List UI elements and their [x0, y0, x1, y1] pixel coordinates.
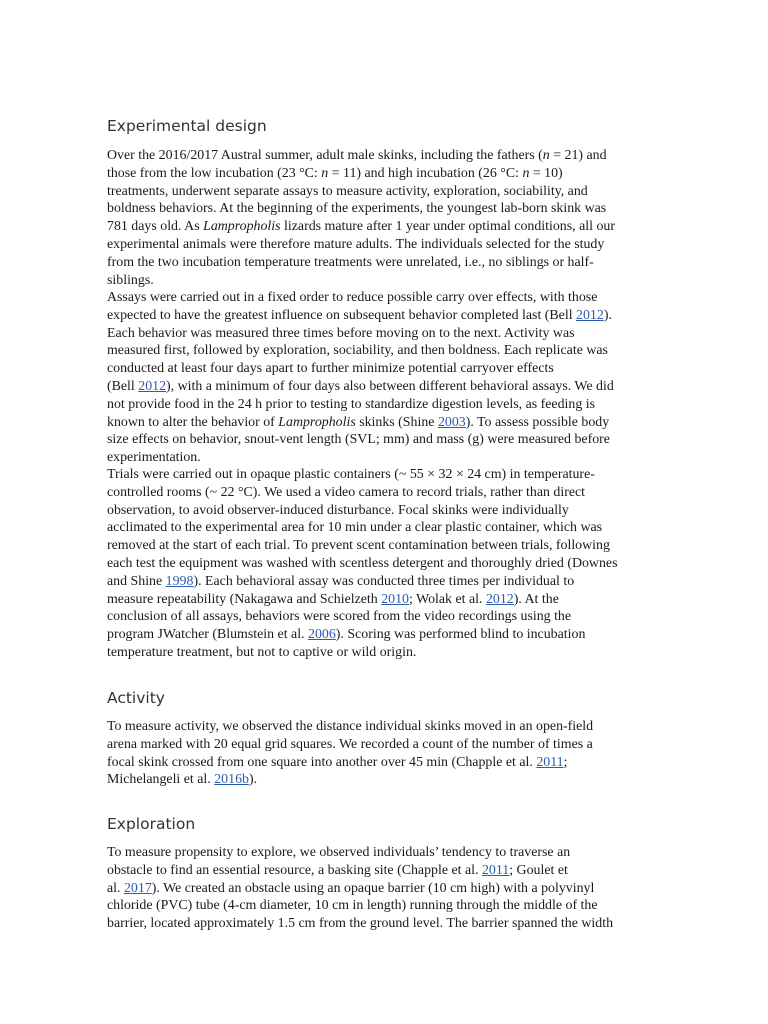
citation-link-chapple-2011[interactable]: 2011	[481, 862, 510, 878]
paragraph-activity: To measure activity, we observed the distance individual skinks moved in an open-field arena marked with 20 equal grid squares. We recorded a count of the number of times a focal skink crossed from one square into another over 45 min (Chapple et al. 2011; Michelangeli et al. 2016b).	[107, 719, 594, 788]
section-heading-activity: Activity	[107, 689, 165, 707]
citation-link-chapple-2011[interactable]: 2011	[536, 754, 564, 770]
paragraph-exploration: To measure propensity to explore, we observed individuals’ tendency to traverse an obstacle to find an essential resource, a basking site (Chapple et al. 2011; Goulet et al. 2017). We created an obstacle using an opaque barrier (10 cm high) with a polyvinyl chloride (PVC) tube (4-cm diameter, 10 cm in length) running through the middle of the barrier, located approximately 1.5 cm from the ground level. The barrier spanned the width	[107, 845, 614, 932]
section-heading-exploration: Exploration	[107, 815, 196, 833]
citation-link-michelangeli-2016b[interactable]: 2016b	[214, 772, 249, 788]
paragraph-experimental-design-3: Trials were carried out in opaque plastic containers (~ 55 × 32 × 24 cm) in temperature- controlled rooms (~ 22 °C). We used a video camera to record trials, rather than direct observation, to avoid observer-induced disturbance. Focal skinks were individually acclimated to the experimental area for 10 min under a clear plastic container, which was removed at the start of each trial. To prevent scent contamination between trials, following each test the equipment was washed with scentless detergent and thoroughly dried (Downes and Shine 1998). Each behavioral assay was conducted three times per individual to measure repeatability (Nakagawa and Schielzeth 2010; Wolak et al. 2012). At the conclusion of all assays, behaviors were scored from the video recordings using the program JWatcher (Blumstein et al. 2006). Scoring was performed blind to incubation temperature treatment, but not to captive or wild origin.	[107, 467, 618, 660]
citation-link-goulet-2017[interactable]: 2017	[123, 880, 152, 896]
citation-link-wolak-2012[interactable]: 2012	[485, 591, 514, 607]
paragraph-experimental-design-2: Assays were carried out in a fixed order to reduce possible carry over effects, with those expected to have the greatest influence on subsequent behavior completed last (Bell 2012). Each behavior was measured three times before moving on to the next. Activity was measured first, followed by exploration, sociability, and then boldness. Each replicate was conducted at least four days apart to further minimize potential carryover effects (Bell 2012), with a minimum of four days also between different behavioral assays. We did not provide food in the 24 h prior to testing to standardize digestion levels, as feeding is known to alter the behavior of Lampropholis skinks (Shine 2003). To assess possible body size effects on behavior, snout-vent length (SVL; mm) and mass (g) were measured before experimentation.	[107, 290, 614, 466]
paragraph-experimental-design-1: Over the 2016/2017 Austral summer, adult male skinks, including the fathers (n = 21) and those from the low incubation (23 °C: n = 11) and high incubation (26 °C: n = 10) treatments, underwent separate assays to measure activity, exploration, sociability, and boldness behaviors. At the beginning of the experiments, the youngest lab-born skink was 781 days old. As Lampropholis lizards mature after 1 year under optimal conditions, all our experimental animals were therefore mature adults. The individuals selected for the study from the two incubation temperature treatments were unrelated, i.e., no siblings or half- siblings.	[107, 148, 615, 288]
citation-link-nakagawa-2010[interactable]: 2010	[381, 591, 409, 607]
citation-link-blumstein-2006[interactable]: 2006	[308, 627, 336, 643]
citation-link-shine-2003[interactable]: 2003	[437, 414, 466, 430]
citation-link-downes-shine-1998[interactable]: 1998	[165, 573, 194, 589]
citation-link-bell-2012[interactable]: 2012	[576, 307, 604, 323]
citation-link-bell-2012[interactable]: 2012	[138, 378, 167, 394]
section-heading-experimental-design: Experimental design	[107, 117, 267, 135]
